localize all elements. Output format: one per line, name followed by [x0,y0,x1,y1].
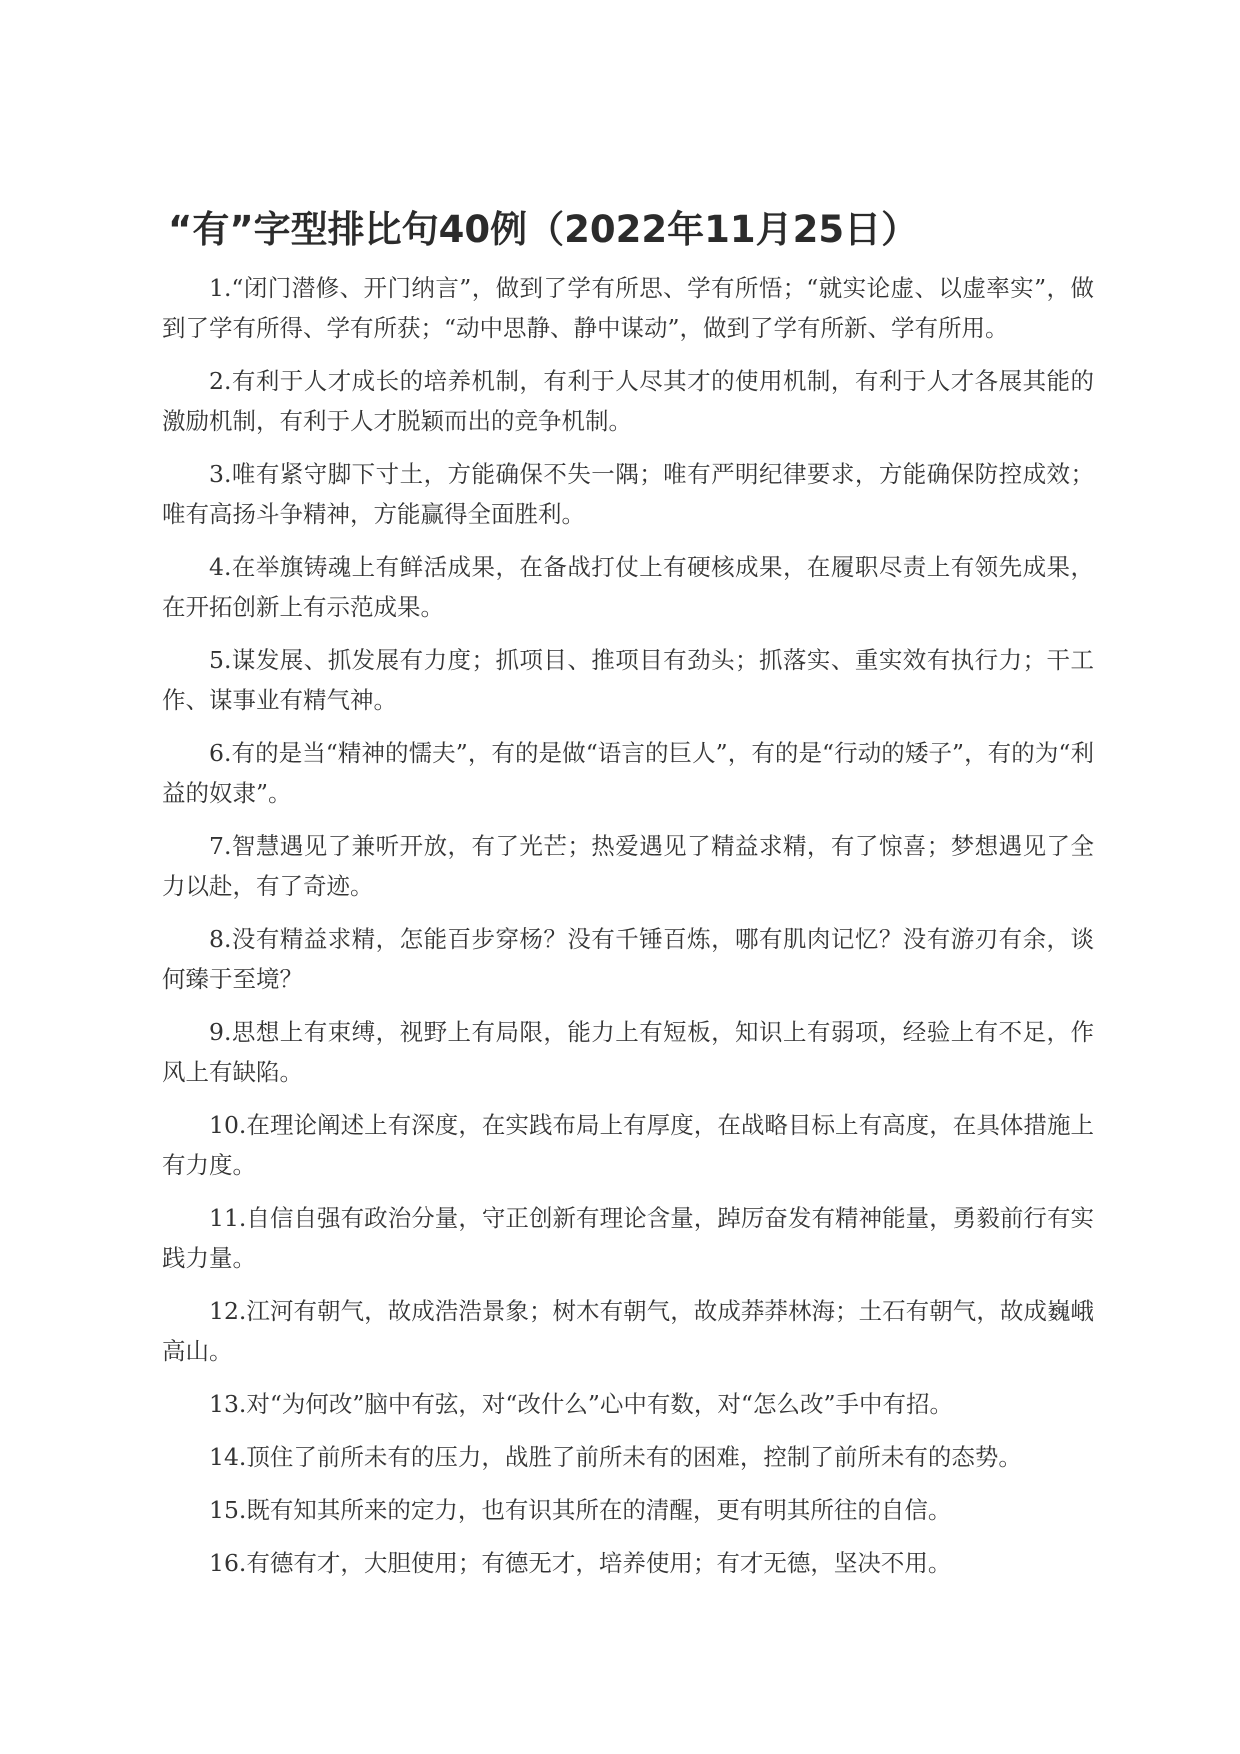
list-item: 11.自信自强有政治分量，守正创新有理论含量，踔厉奋发有精神能量，勇毅前行有实践力量。 [162,1204,1094,1272]
list-item: 13.对“为何改”脑中有弦，对“改什么”心中有数，对“怎么改”手中有招。 [209,1390,953,1418]
list-item: 8.没有精益求精，怎能百步穿杨？没有千锤百炼，哪有肌肉记忆？没有游刃有余，谈何臻于至境？ [162,925,1094,993]
list-item: 15.既有知其所来的定力，也有识其所在的清醒，更有明其所往的自信。 [209,1496,952,1524]
list-item: 2.有利于人才成长的培养机制，有利于人尽其才的使用机制，有利于人才各展其能的激励机制，有利于人才脱颖而出的竞争机制。 [162,367,1094,435]
list-item: 1.“闭门潜修、开门纳言”，做到了学有所思、学有所悟；“就实论虚、以虚率实”，做到了学有所得、学有所获；“动中思静、静中谋动”，做到了学有所新、学有所用。 [162,274,1094,342]
list-item: 10.在理论阐述上有深度，在实践布局上有厚度，在战略目标上有高度，在具体措施上有力度。 [162,1111,1094,1179]
list-item: 6.有的是当“精神的懦夫”，有的是做“语言的巨人”，有的是“行动的矮子”，有的为“利益的奴隶”。 [162,739,1094,807]
list-item: 9.思想上有束缚，视野上有局限，能力上有短板，知识上有弱项，经验上有不足，作风上有缺陷。 [162,1018,1094,1086]
list-item: 7.智慧遇见了兼听开放，有了光芒；热爱遇见了精益求精，有了惊喜；梦想遇见了全力以赴，有了奇迹。 [162,832,1094,900]
list-item: 4.在举旗铸魂上有鲜活成果，在备战打仗上有硬核成果，在履职尽责上有领先成果，在开拓创新上有示范成果。 [162,553,1094,621]
list-item: 14.顶住了前所未有的压力，战胜了前所未有的困难，控制了前所未有的态势。 [209,1443,1022,1471]
document-body [162,268,1094,1596]
list-item: 5.谋发展、抓发展有力度；抓项目、推项目有劲头；抓落实、重实效有执行力；干工作、谋事业有精气神。 [162,646,1094,714]
list-item: 3.唯有紧守脚下寸土，方能确保不失一隅；唯有严明纪律要求，方能确保防控成效；唯有高扬斗争精神，方能赢得全面胜利。 [162,460,1094,528]
list-item: 16.有德有才，大胆使用；有德无才，培养使用；有才无德，坚决不用。 [209,1549,952,1577]
document-title: “有”字型排比句40例（2022年11月25日） [168,208,919,251]
list-item: 12.江河有朝气，故成浩浩景象；树木有朝气，故成莽莽林海；土石有朝气，故成巍峨高山。 [162,1297,1094,1365]
